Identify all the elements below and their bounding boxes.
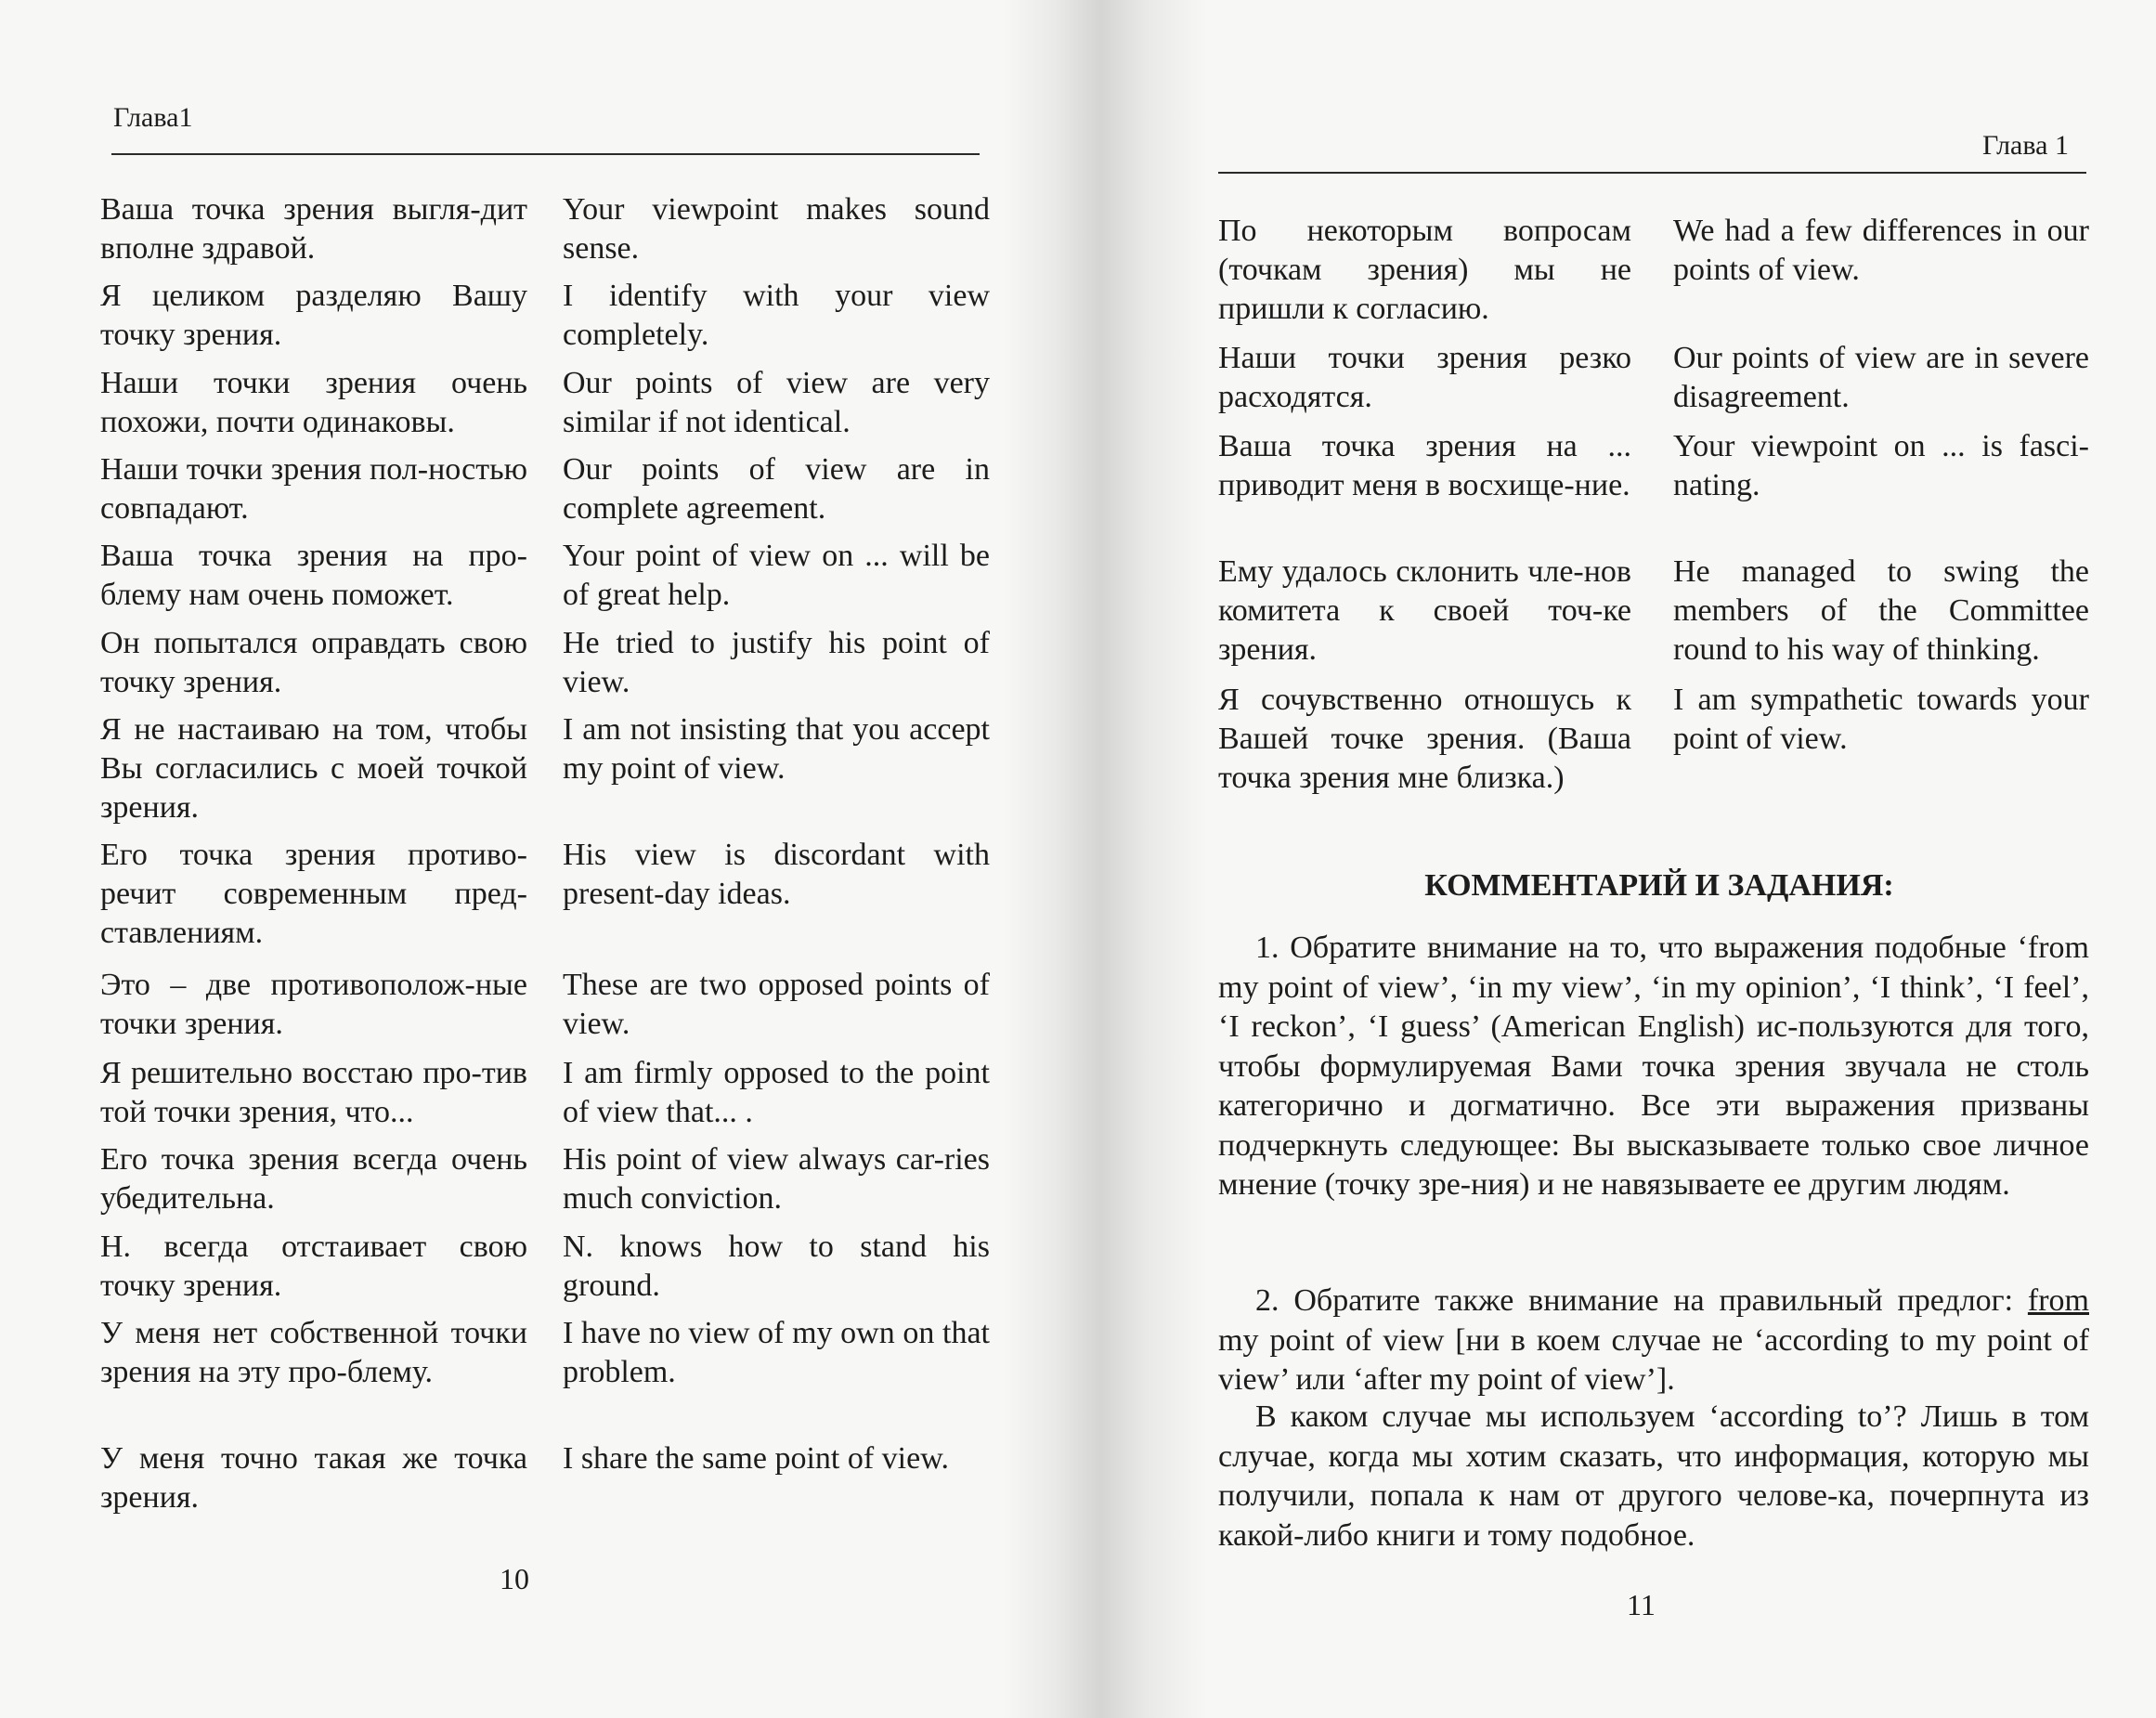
left-page-number: 10 bbox=[500, 1562, 529, 1595]
english-phrase: Our points of view are in complete agreement. bbox=[563, 452, 990, 526]
phrase-pair bbox=[100, 1140, 990, 1218]
russian-phrase: Н. всегда отстаивает свою точку зрения. bbox=[100, 1230, 527, 1303]
english-phrase: I am sympathetic towards your point of view. bbox=[1673, 683, 2089, 756]
phrase-pair bbox=[100, 1054, 990, 1132]
english-phrase: Your viewpoint makes sound sense. bbox=[563, 192, 990, 266]
phrase-pair bbox=[100, 1228, 990, 1306]
english-phrase: Our points of view are in severe disagreement. bbox=[1673, 341, 2089, 414]
phrase-pair bbox=[100, 277, 990, 355]
right-page bbox=[1114, 0, 2156, 1718]
russian-phrase: Я сочувственно отношусь к Вашей точке зрения. (Ваша точка зрения мне близка.) bbox=[1218, 683, 1631, 795]
russian-phrase: Я не настаиваю на том, чтобы Вы согласились с моей точкой зрения. bbox=[100, 712, 527, 825]
underlined-preposition: from bbox=[2027, 1283, 2089, 1318]
english-phrase: These are two opposed points of view. bbox=[563, 968, 990, 1041]
phrase-pair bbox=[100, 710, 990, 827]
right-running-head: Глава 1 bbox=[1982, 130, 2069, 161]
english-phrase: Your viewpoint on ... is fasci-nating. bbox=[1673, 429, 2089, 502]
russian-phrase: Его точка зрения противо-речит современным пред-ставлениям. bbox=[100, 838, 527, 950]
russian-phrase: Это – две противополож-ные точки зрения. bbox=[100, 968, 527, 1041]
phrase-pair bbox=[100, 364, 990, 442]
comment-heading: КОММЕНТАРИЙ И ЗАДАНИЯ: bbox=[1424, 868, 1894, 903]
phrase-pair bbox=[1218, 681, 2089, 798]
right-page-number: 11 bbox=[1627, 1588, 1656, 1621]
russian-phrase: Я решительно восстаю про-тив той точки зрения, что... bbox=[100, 1056, 527, 1129]
phrase-pair bbox=[1218, 212, 2089, 329]
left-header-rule bbox=[111, 153, 980, 155]
russian-phrase: Ваша точка зрения на про-блему нам очень поможет. bbox=[100, 539, 527, 612]
russian-phrase: Наши точки зрения пол-ностью совпадают. bbox=[100, 452, 527, 526]
russian-phrase: У меня точно такая же точка зрения. bbox=[100, 1441, 527, 1515]
phrase-pair bbox=[100, 537, 990, 615]
russian-phrase: Его точка зрения всегда очень убедительна. bbox=[100, 1142, 527, 1216]
para2-rest: my point of view [ни в коем случае не ‘according to my point of view’ или ‘after my point of view’]. bbox=[1218, 1322, 2089, 1397]
english-phrase: I am not insisting that you accept my point of view. bbox=[563, 712, 990, 786]
comment-paragraph-1: 1. Обратите внимание на то, что выражения подобные ‘from my point of view’, ‘in my view’, ‘in my opinion’, ‘I think’, ‘I feel’, ‘I reckon’, ‘I guess’ (American English) ис-пользуются для того, чтобы формулируемая Вами точка зрения звучала не столь категорично и догматично. Все эти выражения призваны подчеркнуть следующее: Вы высказываете только свое личное мнение (точку зре-ния) и не навязываете ее другим людям. bbox=[1218, 931, 2089, 1202]
english-phrase: I share the same point of view. bbox=[563, 1441, 950, 1476]
russian-phrase: Я целиком разделяю Вашу точку зрения. bbox=[100, 279, 527, 352]
russian-phrase: По некоторым вопросам (точкам зрения) мы не пришли к согласию. bbox=[1218, 214, 1631, 326]
english-phrase: His view is discordant with present-day ideas. bbox=[563, 838, 990, 911]
english-phrase: I am firmly opposed to the point of view that... . bbox=[563, 1056, 990, 1129]
english-phrase: N. knows how to stand his ground. bbox=[563, 1230, 990, 1303]
english-phrase: He tried to justify his point of view. bbox=[563, 626, 990, 699]
para2-lead: 2. Обратите также внимание на правильный предлог: bbox=[1255, 1283, 2028, 1318]
left-running-head: Глава1 bbox=[113, 102, 193, 133]
phrase-pair bbox=[1218, 427, 2089, 505]
comment-paragraph-2 bbox=[1218, 1282, 2089, 1400]
comment-paragraph-3: В каком случае мы используем ‘according to’? Лишь в том случае, когда мы хотим сказать, что информация, которую мы получили, попала к нам от другого челове-ка, почерпнута из какой-либо книги и тому подобное. bbox=[1218, 1399, 2089, 1553]
phrase-pair bbox=[1218, 553, 2089, 670]
english-phrase: I identify with your view completely. bbox=[563, 279, 990, 352]
russian-phrase: Ваша точка зрения выгля-дит вполне здравой. bbox=[100, 192, 527, 266]
english-phrase: We had a few differences in our points of view. bbox=[1673, 214, 2089, 287]
russian-phrase: Наши точки зрения резко расходятся. bbox=[1218, 341, 1631, 414]
russian-phrase: Он попытался оправдать свою точку зрения. bbox=[100, 626, 527, 699]
english-phrase: Your point of view on ... will be of great help. bbox=[563, 539, 990, 612]
phrase-pair bbox=[100, 450, 990, 528]
right-header-rule bbox=[1218, 172, 2086, 174]
english-phrase: Our points of view are very similar if not identical. bbox=[563, 366, 990, 439]
phrase-pair bbox=[100, 190, 990, 268]
russian-phrase: Ваша точка зрения на ... приводит меня в восхище-ние. bbox=[1218, 429, 1631, 502]
phrase-pair bbox=[100, 966, 990, 1044]
russian-phrase: Наши точки зрения очень похожи, почти одинаковы. bbox=[100, 366, 527, 439]
phrase-pair bbox=[100, 624, 990, 702]
phrase-pair bbox=[100, 836, 990, 953]
phrase-pair bbox=[100, 1314, 990, 1392]
english-phrase: His point of view always car-ries much conviction. bbox=[563, 1142, 990, 1216]
russian-phrase: У меня нет собственной точки зрения на эту про-блему. bbox=[100, 1316, 527, 1389]
russian-phrase: Ему удалось склонить чле-нов комитета к своей точ-ке зрения. bbox=[1218, 554, 1631, 667]
english-phrase: I have no view of my own on that problem. bbox=[563, 1316, 990, 1389]
phrase-pair bbox=[100, 1439, 990, 1517]
left-page bbox=[0, 0, 1059, 1718]
phrase-pair bbox=[1218, 339, 2089, 417]
english-phrase: He managed to swing the members of the Committee round to his way of thinking. bbox=[1673, 554, 2089, 667]
